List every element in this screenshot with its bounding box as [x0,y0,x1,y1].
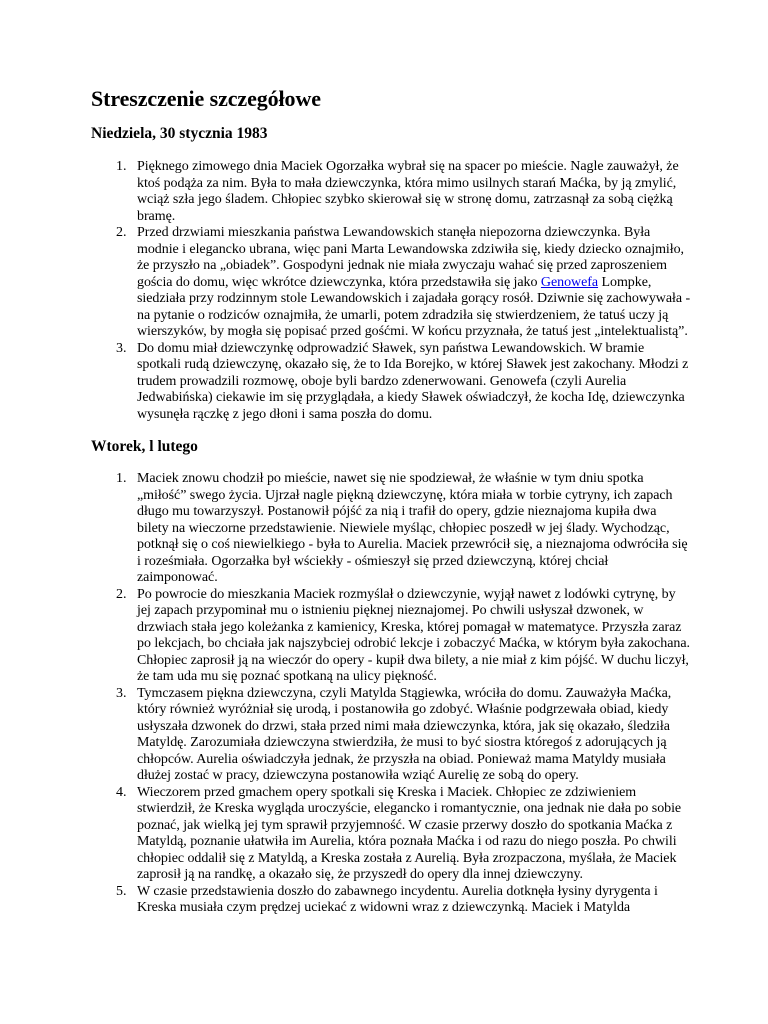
item-number: 2. [116,225,127,240]
list-item [91,686,691,785]
list-tuesday [91,471,691,917]
item-number: 1. [116,471,127,486]
item-text: Przed drzwiami mieszkania państwa Lewandowskich stanęła niepozorna dziewczynka. Była modnie i elegancko ubrana, więc pani Marta Lewandowska zdziwiła się, kiedy dziecko oznajmiło, że przyszło na „obiadek”. Gospodyni jednak nie miała zwyczaju wahać się przed zaproszeniem gościa do domu, więc wkrótce dziewczynka, która przedstawiła się jako [137,225,684,290]
item-text: Pięknego zimowego dnia Maciek Ogorzałka wybrał się na spacer po mieście. Nagle zauważył, że ktoś podąża za nim. Była to mała dziewczynka, która mimo usilnych starań Maćka, by ją zmylić, wciąż szła jego śladem. Chłopiec szybko skierował się w stronę domu, zatrzasnął za sobą ciężką bramę. [137,159,679,224]
item-number: 5. [116,883,127,899]
list-item [91,884,691,917]
item-text: Wieczorem przed gmachem opery spotkali się Kreska i Maciek. Chłopiec ze zdziwieniem stwierdził, że Kreska wygląda uroczyście, elegancko i romantycznie, ona jednak nie dała po sobie poznać, jak wielką jej tym sprawił przyjemność. W czasie przerwy doszło do spotkania Maćka z Matyldą, poznanie ułatwiła im Aurelia, która poznała Maćka i od razu do niego poszła. Po chwili chłopiec oddalił się z Matyldą, a Kreska została z Aurelią. Była zrozpaczona, myślała, że Maciek zaprosił ją na randkę, a okazało się, że przyszedł do opery dla innej dziewczyny. [137,784,682,882]
list-item [91,785,691,884]
list-item [91,225,691,341]
item-text: W czasie przedstawienia doszło do zabawnego incydentu. Aurelia dotknęła łysiny dyrygenta i Kreska musiała czym prędzej uciekać z widowni wraz z dziewczynką. Maciek i Matylda [137,883,658,915]
item-text: Po powrocie do mieszkania Maciek rozmyślał o dziewczynie, wyjął nawet z lodówki cytrynę, by jej zapach przypominał mu o istnieniu pięknej nieznajomej. Po chwili usłyszał dzwonek, w drzwiach stała jego koleżanka z kamienicy, Kreska, której pomagał w matematyce. Przyszła zaraz po lekcjach, bo chciała jak najszybciej odrobić lekcje i zobaczyć Maćka, w którym była zakochana. Chłopiec zaprosił ją na wieczór do opery - kupił dwa bilety, a nie miał z kim pójść. W duchu liczył, że tam uda mu się poznać spotkaną na ulicy piękność. [137,586,690,684]
item-text: Lompke, siedziała przy rodzinnym stole Lewandowskich i zajadała gorący rosół. Dziwnie się zachowywała - na pytanie o rodziców oznajmiła, że umarli, potem zdradziła się stwierdzeniem, że tatuś uczy ją wierszyków, by mogła się popisać przed gośćmi. W końcu przyznała, że tatuś jest „intelektualistą”. [137,274,691,339]
section-heading-sunday: Niedziela, 30 stycznia 1983 [91,125,268,142]
item-text: Do domu miał dziewczynkę odprowadzić Sławek, syn państwa Lewandowskich. W bramie spotkali rudą dziewczynę, okazało się, że to Ida Borejko, w której Sławek jest zakochany. Młodzi z trudem prowadzili rozmowę, oboje byli bardzo zdenerwowani. Genowefa (czyli Aurelia Jedwabińska) ciekawie im się przyglądała, a kiedy Sławek oświadczył, że kocha Idę, dziewczynka wysunęła rączkę z jego dłoni i sama poszła do domu. [137,340,689,422]
list-item [91,159,691,225]
item-number: 3. [116,340,127,356]
list-item [91,341,691,424]
item-text: Tymczasem piękna dziewczyna, czyli Matylda Stągiewka, wróciła do domu. Zauważyła Maćka, który również wyróżniał się urodą, i postanowiła go zdobyć. Właśnie podgrzewała obiad, kiedy usłyszała dzwonek do drzwi, stała przed nimi mała dziewczynka, która, jak się okazało, śledziła Matyldę. Zarozumiała dziewczyna stwierdziła, że musi to być siostra któregoś z adorujących ją chłopców. Aurelia oświadczyła jednak, że przyszła na obiad. Ponieważ mama Matyldy musiała dłużej zostać w pracy, dziewczyna postanowiła wziąć Aurelię ze sobą do opery. [137,685,672,783]
item-text: Maciek znowu chodził po mieście, nawet się nie spodziewał, że właśnie w tym dniu spotka „miłość” swego życia. Ujrzał nagle piękną dziewczynę, która miała w torbie cytryny, ich zapach długo mu towarzyszył. Postanowił pójść za nią i trafił do opery, gdzie nieznajoma kupiła dwa bilety na wieczorne przedstawienie. Niewiele myśląc, chłopiec poszedł w jej ślady. Wychodząc, potknął się o coś niewielkiego - była to Aurelia. Maciek przewrócił się, a nieznajoma odwróciła się i roześmiała. Ogorzałka był wściekły - ośmieszył się przed dziewczyną, której chciał zaimponować. [137,471,688,585]
item-number: 4. [116,784,127,800]
list-item [91,471,691,587]
document-title: Streszczenie szczegółowe [91,86,321,111]
item-number: 1. [116,159,127,174]
item-number: 2. [116,586,127,602]
item-number: 3. [116,685,127,701]
genowefa-link[interactable]: Genowefa [540,274,599,290]
section-heading-tuesday: Wtorek, l lutego [91,438,198,455]
list-item [91,587,691,686]
list-sunday [91,159,691,423]
